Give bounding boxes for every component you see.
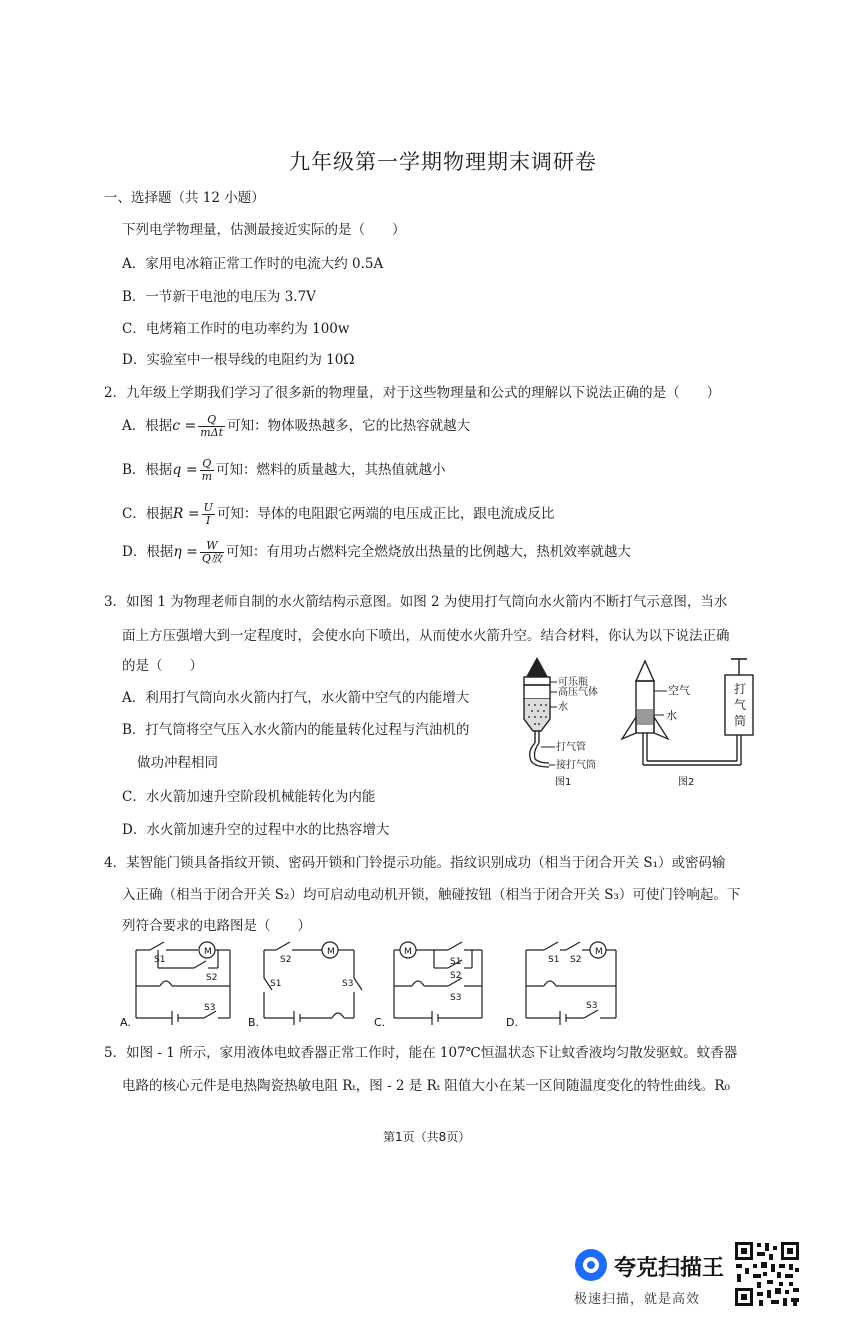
page-number: 第1页（共8页） (383, 1130, 471, 1144)
switch-s1-label: S1 (548, 955, 560, 965)
formula-fraction (200, 540, 224, 565)
q3-stem-line1: 3．如图 1 为物理老师自制的水火箭结构示意图。如图 2 为使用打气筒向水火箭内不断打气示意图，当水 (104, 594, 728, 610)
fraction-denominator: m (201, 470, 213, 483)
circuit-option-letter: C. (374, 1016, 386, 1029)
label-high-pressure-gas: 高压气体 (558, 687, 598, 698)
water-zone (524, 699, 550, 731)
q3-option-b-cont: 做功冲程相同 (137, 755, 218, 771)
option-prefix: A．根据 (122, 418, 173, 434)
circuit-diagram-d (504, 938, 626, 1030)
rocket-water-fill (637, 709, 653, 725)
q3-option-b: B．打气筒将空气压入水火箭内的能量转化过程与汽油机的 (122, 722, 470, 738)
formula-fraction (198, 414, 225, 439)
fraction-numerator: U (203, 501, 213, 514)
q3-option-a: A．利用打气筒向水火箭内打气，水火箭中空气的内能增大 (122, 690, 470, 706)
label-to-pump: 接打气筒 (556, 760, 596, 771)
rocket-nose-cone (526, 657, 548, 677)
formula-lhs: η = (173, 544, 198, 560)
q4-stem-line3: 列符合要求的电路图是（ ） (122, 918, 311, 934)
q2-option-a (122, 414, 470, 439)
rocket-body (636, 681, 654, 733)
scanner-slogan: 极速扫描，就是高效 (574, 1292, 701, 1307)
option-prefix: B．根据 (122, 462, 173, 478)
switch-s2-label: S2 (570, 955, 582, 965)
option-prefix: C．根据 (122, 506, 173, 522)
fraction-numerator: Q (198, 414, 225, 427)
formula-lhs: R = (172, 506, 200, 522)
scanner-brand-name: 夸克扫描王 (614, 1256, 725, 1281)
formula-fraction (200, 458, 214, 483)
switch-s3-label: S3 (586, 1001, 598, 1011)
switch-s2-label: S2 (450, 971, 462, 981)
fraction-numerator: Q (200, 458, 214, 471)
circuit-option-letter: B. (248, 1016, 260, 1029)
formula-lhs: q = (172, 462, 198, 478)
bell-symbol (332, 1013, 344, 1018)
pump-label-char-1: 打 (734, 682, 747, 696)
switch-s2-label: S2 (206, 973, 218, 983)
option-text: 可知：导体的电阻跟它两端的电压成正比，跟电流成反比 (216, 506, 555, 522)
water-rocket-figure-1 (505, 655, 625, 790)
switch-s1-label: S1 (154, 955, 166, 965)
option-text: 可知：有用功占燃料完全燃烧放出热量的比例越大，热机效率就越大 (225, 544, 631, 560)
option-prefix: D．根据 (122, 544, 174, 560)
fraction-numerator: W (200, 540, 224, 553)
q5-stem-line1: 5．如图 - 1 所示，家用液体电蚊香器正常工作时，能在 107℃恒温状态下让蚊香液均匀散发驱蚊。蚊香器 (104, 1045, 738, 1061)
pump-label-char-2: 气 (734, 698, 747, 712)
switch-s1-label: S1 (270, 979, 282, 989)
quark-scanner-logo-icon (574, 1248, 608, 1282)
q2-option-d (122, 540, 631, 565)
option-text: 可知：燃料的质量越大，其热值就越小 (216, 462, 446, 478)
motor-label: M (404, 947, 412, 957)
q3-stem-line3: 的是（ ） (122, 658, 203, 674)
q3-option-d: D．水火箭加速升空的过程中水的比热容增大 (122, 822, 390, 838)
motor-label: M (204, 947, 212, 957)
q1-option-a: A．家用电冰箱正常工作时的电流大约 0.5A (122, 256, 384, 272)
q2-option-c (122, 502, 554, 527)
qr-code-image (733, 1240, 801, 1308)
circuit-option-letter: D. (506, 1016, 518, 1029)
bell-symbol (544, 981, 556, 986)
rocket-nose-outline (636, 661, 654, 681)
q1-option-c: C．电烤箱工作时的电功率约为 100w (122, 321, 350, 337)
q4-stem-line1: 4．某智能门锁具备指纹开锁、密码开锁和门铃提示功能。指纹识别成功（相当于闭合开关 S₁）或密码输 (104, 855, 726, 871)
circuit-diagram-a (118, 938, 240, 1030)
q3-stem-line2: 面上方压强增大到一定程度时，会使水向下喷出，从而使水火箭升空。结合材料，你认为以下说法正确 (122, 628, 730, 644)
option-text: 可知：物体吸热越多，它的比热容就越大 (227, 418, 471, 434)
fraction-denominator: I (206, 514, 211, 527)
label-water: 水 (666, 709, 677, 722)
circuit-diagram-c (376, 938, 498, 1030)
motor-label: M (327, 947, 335, 957)
label-air-tube: 打气管 (556, 742, 586, 753)
label-cola-bottle: 可乐瓶 (558, 677, 588, 688)
fraction-denominator: Q放 (201, 552, 222, 565)
pump-figure-2 (612, 655, 772, 790)
bell-symbol (412, 981, 424, 986)
switch-s3-label: S3 (342, 979, 354, 989)
q3-option-c: C．水火箭加速升空阶段机械能转化为内能 (122, 789, 376, 805)
q2-stem: 2．九年级上学期我们学习了很多新的物理量，对于这些物理量和公式的理解以下说法正确的是（ ） (104, 385, 721, 401)
circuit-option-letter: A. (120, 1016, 131, 1029)
q1-stem: 下列电学物理量，估测最接近实际的是（ ） (122, 222, 406, 238)
q1-option-b: B．一节新干电池的电压为 3.7V (122, 289, 316, 305)
section-heading: 一、选择题（共 12 小题） (104, 190, 265, 206)
q1-option-d: D．实验室中一根导线的电阻约为 10Ω (122, 352, 355, 368)
switch-s3-label: S3 (450, 993, 462, 1003)
label-water: 水 (558, 702, 568, 713)
bottle-cap-band (524, 677, 550, 685)
pump-label-char-3: 筒 (734, 714, 747, 728)
switch-s3-label: S3 (204, 1003, 216, 1013)
motor-label: M (595, 947, 603, 957)
figure-1-caption: 图1 (555, 777, 572, 788)
q2-option-b (122, 458, 446, 483)
bell-symbol (160, 981, 172, 986)
high-pressure-gas-zone (524, 685, 550, 699)
page-title: 九年级第一学期物理期末调研卷 (289, 150, 597, 174)
label-air: 空气 (668, 684, 690, 697)
q5-stem-line2: 电路的核心元件是电热陶瓷热敏电阻 Rₜ，图 - 2 是 Rₜ 阻值大小在某一区间随温度变化的特性曲线。R₀ (122, 1078, 730, 1094)
switch-s1-label: S1 (450, 957, 462, 967)
switch-s2-label: S2 (280, 955, 292, 965)
fraction-denominator: mΔt (200, 426, 224, 439)
circuit-diagram-b (250, 938, 372, 1030)
rocket-fin-left (622, 717, 636, 739)
figure-2-caption: 图2 (678, 777, 695, 788)
formula-lhs: c = (172, 418, 197, 434)
q4-stem-line2: 入正确（相当于闭合开关 S₂）均可启动电动机开锁，触碰按钮（相当于闭合开关 S₃）可使门铃响起。下 (122, 887, 741, 903)
formula-fraction (202, 502, 215, 527)
